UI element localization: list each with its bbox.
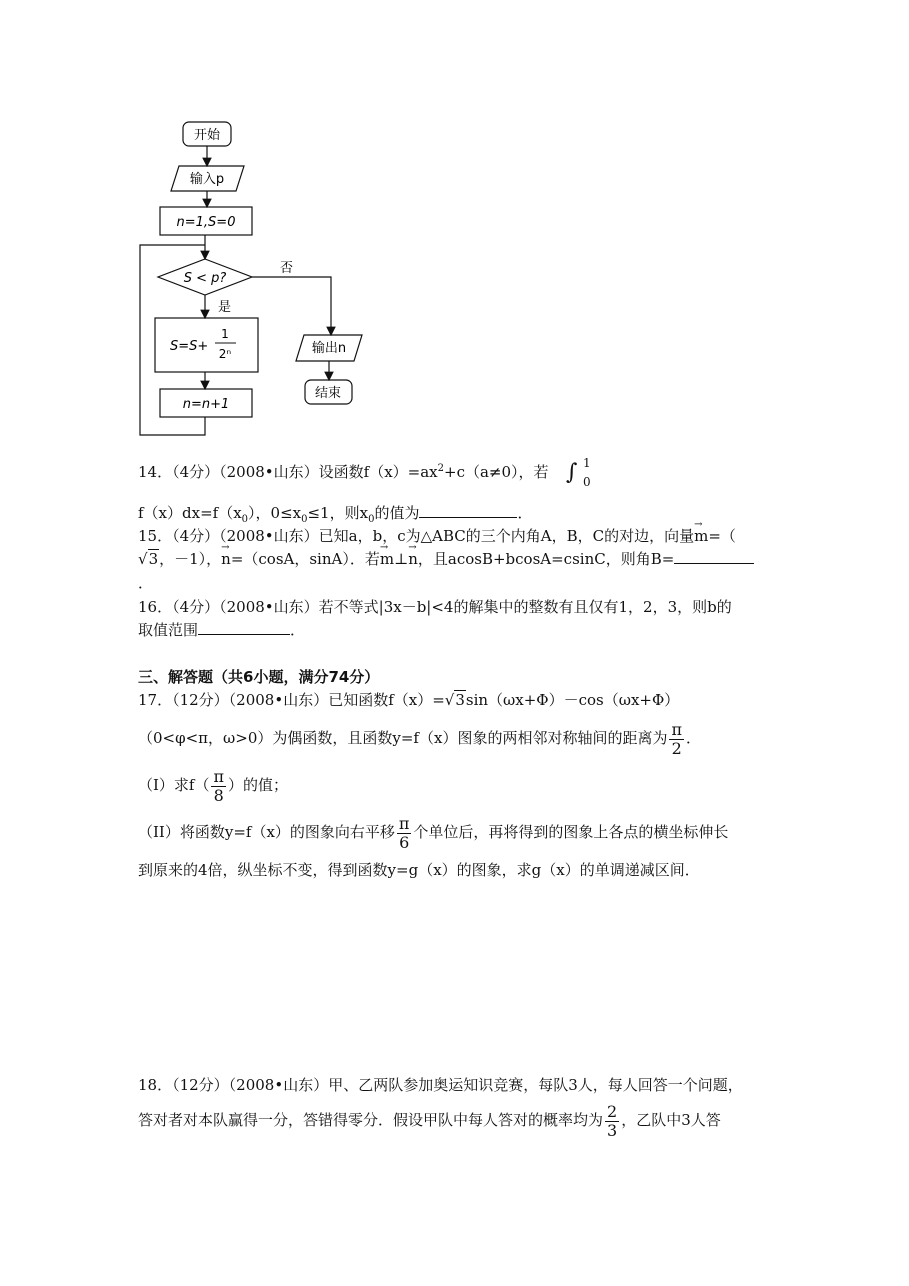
sqrt-3: √3 (138, 550, 159, 568)
q16-line1: 16．（4分）（2008•山东）若不等式|3x－b|<4的解集中的整数有且仅有1，2，3，则b的 (138, 598, 732, 616)
flow-yes-label: 是 (218, 300, 232, 315)
q17-line1: 17．（12分）（2008•山东）已知函数f（x）=√3sin（ωx+Φ）－cos（ωx+Φ） (138, 691, 680, 709)
integral-lower: 0 (583, 475, 591, 489)
flow-condition-label: S < p? (183, 271, 227, 286)
vector-n-2: → n (408, 548, 418, 570)
q15-line1: 15．（4分）（2008•山东）已知a，b，c为△ABC的三个内角A，B，C的对边，向量→ m=（ (138, 525, 736, 547)
q18-line1: 18．（12分）（2008•山东）甲、乙两队参加奥运知识竞赛，每队3人，每人回答一个问题， (138, 1076, 743, 1094)
fraction-pi-over-6: $\frac{\pi}{6}$ (398, 813, 410, 852)
flow-update-s-left: S=S+ (170, 339, 209, 354)
q17-line2: （0<φ<π，ω>0）为偶函数，且函数y=f（x）图象的两相邻对称轴间的距离为 $\frac{\pi}{2}$ ． (138, 719, 701, 758)
flow-no-label: 否 (280, 261, 294, 276)
section-heading: 三、解答题（共6小题，满分74分） (138, 668, 380, 686)
q15-line3: ． (138, 574, 154, 592)
q16-line2: 取值范围 ． (138, 621, 306, 639)
fraction-pi-over-8: $\frac{\pi}{8}$ (213, 766, 224, 805)
sqrt-3-q17: √3 (444, 691, 465, 709)
q14-answer-blank[interactable] (419, 503, 517, 518)
vector-m-2: → m (380, 548, 394, 570)
flow-start-label: 开始 (193, 128, 221, 143)
fraction-2-over-3: $\frac{2}{3}$ (607, 1101, 618, 1140)
flowchart (0, 0, 909, 450)
q15-answer-blank[interactable] (674, 549, 754, 564)
flow-update-s-num: 1 (221, 327, 229, 341)
flow-update-s-den: 2ⁿ (218, 347, 232, 361)
flow-update-n-label: n=n+1 (182, 397, 230, 412)
q14-line1: 14．（4分）（2008•山东）设函数$f(x)=ax^2+c(a\ne 0)$，若 (138, 463, 549, 481)
q15-line2: √3，－1），→ n=（cosA，sinA）．若→ m⊥→ n，且acosB+bcosA=csinC，则角B= (138, 548, 754, 570)
integral-sign: ∫ (566, 460, 578, 485)
q17-part2-line2: 到原来的4倍，纵坐标不变，得到函数y=g（x）的图象，求g（x）的单调递减区间． (138, 861, 700, 879)
q16-answer-blank[interactable] (198, 620, 290, 635)
q17-part1: （I）求f（ $\frac{\pi}{8}$ ）的值； (138, 766, 289, 805)
flow-output-label: 输出n (311, 341, 347, 356)
q14-integral (566, 456, 606, 496)
vector-n: → n (221, 548, 231, 570)
flow-init-label: n=1,S=0 (176, 215, 236, 230)
integral-upper: 1 (583, 456, 591, 470)
q14-line2: $f(x)dx=f(x_0)$，$0\le x_0\le 1$，则$x_0$的值为 ． (138, 504, 533, 525)
flow-end-label: 结束 (314, 386, 342, 401)
vector-m: → m (694, 525, 708, 547)
flow-input-label: 输入p (189, 172, 225, 187)
fraction-pi-over-2: $\frac{\pi}{2}$ (671, 719, 682, 758)
q17-part2: （II）将函数y=f（x）的图象向右平移 $\frac{\pi}{6}$ 个单位后，再将得到的图象上各点的横坐标伸长 (138, 813, 729, 852)
q18-line2: 答对者对本队赢得一分，答错得零分．假设甲队中每人答对的概率均为 $\frac{2}{3}$ ，乙队中3人答 (138, 1101, 721, 1140)
